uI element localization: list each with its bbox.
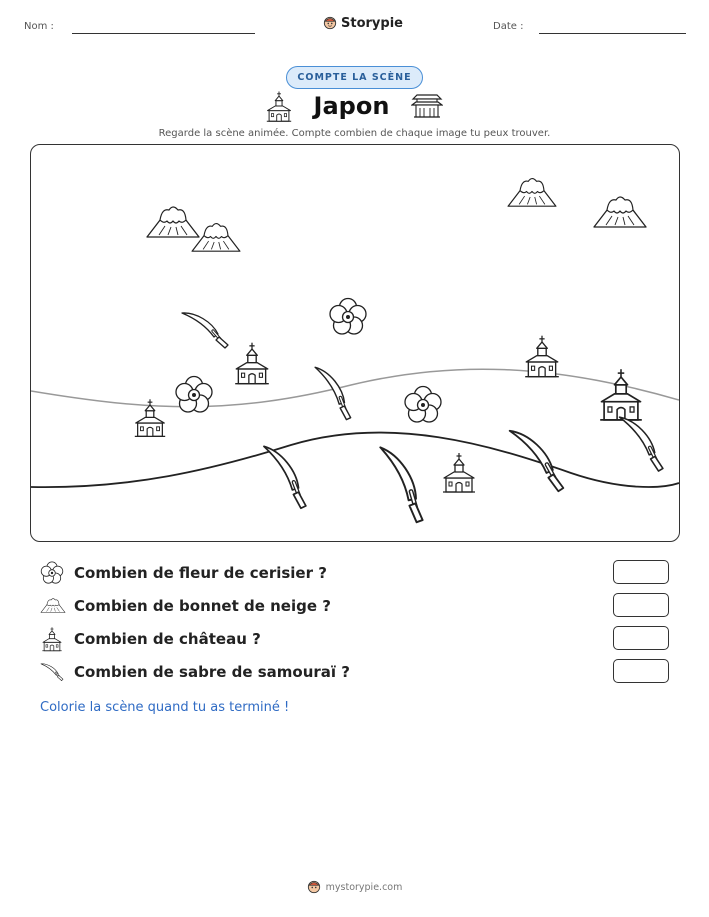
date-label: Date : (493, 21, 524, 32)
flower-1 (330, 299, 366, 335)
answer-box-flower[interactable] (613, 560, 669, 584)
mountain-4 (594, 197, 646, 227)
date-line[interactable] (539, 33, 686, 34)
mountain-1 (147, 207, 199, 237)
brand-logo (323, 13, 403, 33)
sword-1 (182, 313, 228, 348)
footer-url: mystorypie.com (325, 881, 403, 893)
front-hill-line (31, 433, 679, 488)
question-row-sword (40, 659, 680, 685)
temple-4 (600, 369, 642, 420)
flower-icon (40, 561, 64, 585)
snowcap-icon (40, 595, 66, 617)
storypie-mascot-icon (307, 880, 321, 894)
flower-3 (405, 387, 441, 423)
name-line[interactable] (72, 33, 255, 34)
temple-icon (266, 90, 292, 122)
answer-box-snowcap[interactable] (613, 593, 669, 617)
question-text: Combien de sabre de samouraï ? (74, 663, 350, 681)
answer-box-temple[interactable] (613, 626, 669, 650)
question-text: Combien de fleur de cerisier ? (74, 564, 327, 582)
sword-3 (248, 446, 320, 509)
temple-icon (40, 626, 64, 652)
back-hill-line (31, 369, 679, 407)
brand-name: Storypie (341, 15, 403, 31)
activity-badge: COMPTE LA SCÈNE (286, 66, 422, 89)
instruction: Regarde la scène animée. Compte combien de chaque image tu peux trouver. (158, 128, 551, 139)
footer (0, 880, 709, 894)
question-row-snowcap (40, 593, 680, 619)
temple-3 (525, 336, 559, 377)
mountain-3 (508, 179, 556, 207)
temple-5 (443, 453, 475, 492)
question-text: Combien de bonnet de neige ? (74, 597, 331, 615)
answer-box-sword[interactable] (613, 659, 669, 683)
flower-2 (176, 377, 212, 413)
name-label: Nom : (24, 21, 54, 32)
sword-4 (358, 447, 443, 524)
sword-6 (609, 417, 673, 472)
temple-1 (235, 343, 269, 384)
question-row-temple (40, 626, 680, 652)
pagoda-icon (411, 93, 443, 119)
scene-canvas (31, 145, 679, 541)
coloring-note: Colorie la scène quand tu as terminé ! (40, 700, 290, 715)
question-text: Combien de château ? (74, 630, 261, 648)
scene-frame (30, 144, 680, 542)
sword-icon (40, 660, 64, 684)
storypie-mascot-icon (323, 15, 337, 31)
page-title: Japon (313, 92, 390, 120)
question-row-flower (40, 560, 680, 586)
